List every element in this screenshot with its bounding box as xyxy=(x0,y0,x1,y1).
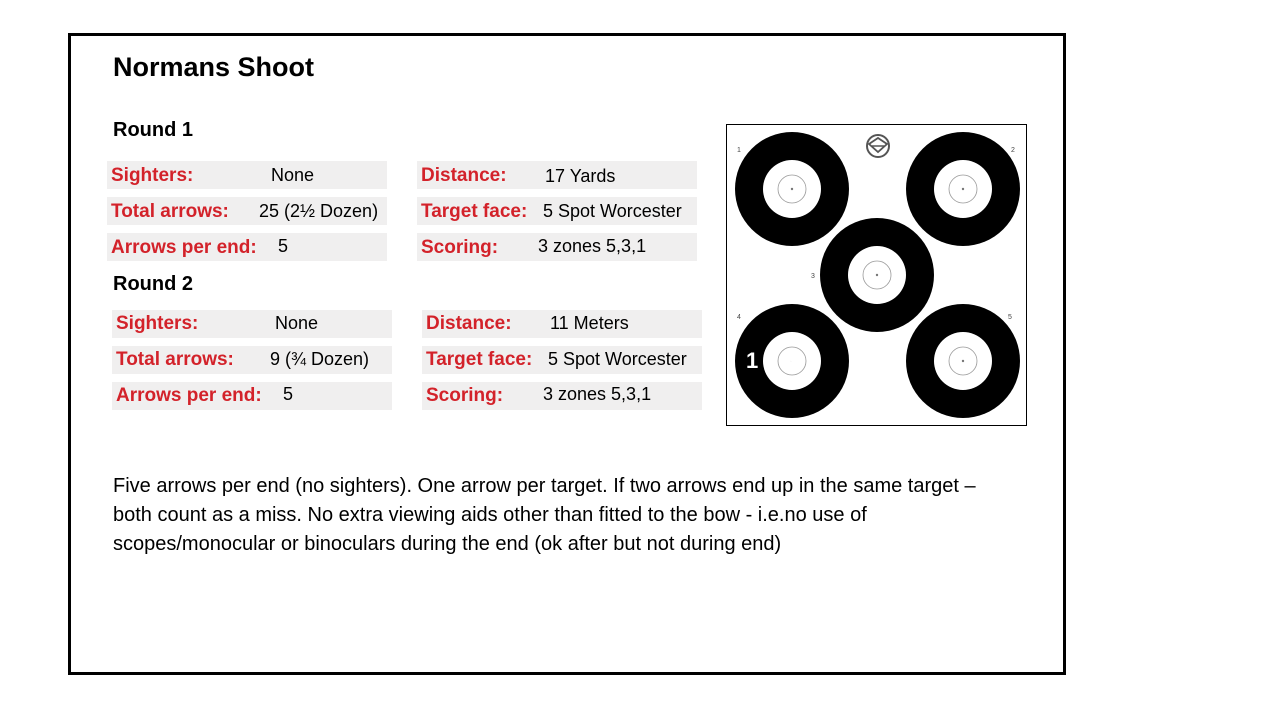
round-1-total-arrows-label: Total arrows: xyxy=(111,201,229,222)
round-1-target-face-label: Target face: xyxy=(421,201,528,222)
round-2-target-face-value: 5 Spot Worcester xyxy=(548,349,687,369)
round-2-arrows-per-end-value: 5 xyxy=(283,384,294,404)
rules-paragraph: Five arrows per end (no sighters). One arrow per target. If two arrows end up in the same target – both count as a miss. No extra viewing aids other than fitted to the bow - i.e.no use of scopes/monocular or binoculars during the end (ok after but not during end) xyxy=(113,475,976,555)
round-1-arrows-per-end-value: 5 xyxy=(278,236,289,256)
target-face-graphic xyxy=(727,125,1026,425)
round-1-total-arrows-value: 25 (2½ Dozen) xyxy=(259,201,379,221)
round-2-total-arrows-label: Total arrows: xyxy=(116,349,234,370)
round-1-distance-value: 17 Yards xyxy=(545,166,616,186)
target-spot-3 xyxy=(820,218,934,332)
zone-score-overlay: 1 3 5 xyxy=(746,348,795,373)
page-title: Normans Shoot xyxy=(113,52,315,82)
spot-number-5: 5 xyxy=(1008,314,1012,321)
round-2-distance-label: Distance: xyxy=(426,313,512,334)
round-1-arrows-per-end-label: Arrows per end: xyxy=(111,237,257,258)
round-2-heading: Round 2 xyxy=(113,273,193,295)
round-1-scoring-label: Scoring: xyxy=(421,237,499,258)
round-2-arrows-per-end-label: Arrows per end: xyxy=(116,385,262,406)
spot-number-2: 2 xyxy=(1011,147,1015,154)
round-1-target-face-value: 5 Spot Worcester xyxy=(543,201,682,221)
spot-number-3: 3 xyxy=(811,273,815,280)
round-2-total-arrows-value: 9 (¾ Dozen) xyxy=(270,349,370,369)
round-1-sighters-value: None xyxy=(271,165,315,185)
round-2-scoring-value: 3 zones 5,3,1 xyxy=(543,384,652,404)
round-2-sighters-label: Sighters: xyxy=(116,313,199,334)
target-spot-2 xyxy=(906,132,1020,246)
archery-logo-icon xyxy=(867,135,889,157)
round-2-sighters-value: None xyxy=(275,313,319,333)
round-1-sighters-label: Sighters: xyxy=(111,165,194,186)
round-2-distance-value: 11 Meters xyxy=(550,313,629,333)
target-spot-5 xyxy=(906,304,1020,418)
round-1-scoring-value: 3 zones 5,3,1 xyxy=(538,236,647,256)
five-spot-target-image xyxy=(726,124,1027,426)
spot-number-1: 1 xyxy=(737,147,741,154)
round-2-target-face-label: Target face: xyxy=(426,349,533,370)
round-2-scoring-label: Scoring: xyxy=(426,385,504,406)
spot-number-4: 4 xyxy=(737,314,741,321)
round-1-distance-label: Distance: xyxy=(421,165,507,186)
round-1-heading: Round 1 xyxy=(113,119,193,141)
target-spot-1 xyxy=(735,132,849,246)
